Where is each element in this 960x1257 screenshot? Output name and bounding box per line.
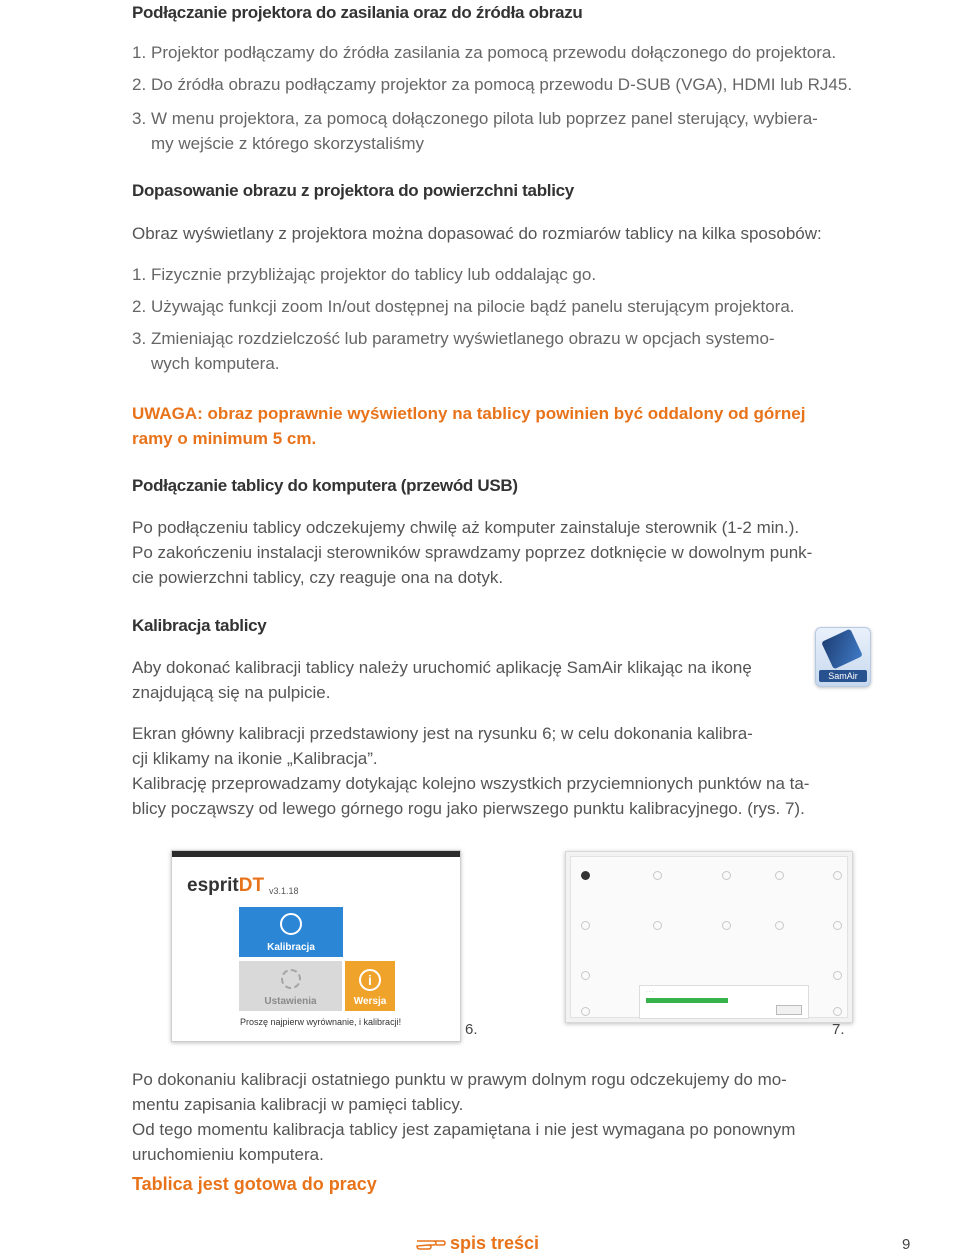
calibration-point xyxy=(653,921,662,930)
calibration-paragraph-1: Aby dokonać kalibracji tablicy należy uruchomić aplikację SamAir klikając na ikonę znajdującą się na pulpicie. xyxy=(132,658,752,702)
page-number: 9 xyxy=(902,1236,911,1253)
version-text: v3.1.18 xyxy=(269,886,299,896)
dialog-text: · · · xyxy=(646,989,654,995)
list-item: 3. Zmieniając rozdzielczość lub parametry wyświetlanego obrazu w opcjach systemo- wych komputera. xyxy=(132,329,775,373)
section-title-image-fit: Dopasowanie obrazu z projektora do powierzchni tablicy xyxy=(132,181,574,200)
settings-tile[interactable]: Ustawienia xyxy=(239,961,342,1011)
calibration-paragraph-2: Ekran główny kalibracji przedstawiony jest na rysunku 6; w celu dokonania kalibra- cji klikamy na ikonie „Kalibracja”. Kalibrację przeprowadzamy dotykając kolejno wszystkich przyciemnionych punktów na ta- blicy począwszy od lewego górnego rogu jako pierwszego punktu kalibracyjnego. (rys. 7). xyxy=(132,724,810,818)
dialog-button[interactable] xyxy=(776,1005,802,1015)
toc-link[interactable]: spis treści xyxy=(416,1233,539,1254)
figure-calibration-points xyxy=(565,851,853,1023)
section-title-usb: Podłączanie tablicy do komputera (przewód USB) xyxy=(132,476,518,495)
list-item: 1. Fizycznie przybliżając projektor do tablicy lub oddalając go. xyxy=(132,265,597,284)
calibration-point xyxy=(775,921,784,930)
calibration-area xyxy=(570,856,848,1018)
calibration-point xyxy=(775,871,784,880)
calibration-point xyxy=(833,871,842,880)
calibration-tile[interactable]: Kalibracja xyxy=(239,907,343,957)
calibration-point xyxy=(581,921,590,930)
figure-7-label: 7. xyxy=(832,1021,845,1038)
list-item: 2. Do źródła obrazu podłączamy projektor za pomocą przewodu D-SUB (VGA), HDMI lub RJ45. xyxy=(132,75,853,94)
pointing-hand-icon xyxy=(416,1236,446,1250)
list-item: 1. Projektor podłączamy do źródła zasilania za pomocą przewodu dołączonego do projektora. xyxy=(132,43,837,62)
instruction-message: Proszę najpierw wyrównanie, i kalibracji! xyxy=(240,1017,402,1027)
calibration-point xyxy=(581,1007,590,1016)
figure-calibration-main-screen xyxy=(171,850,461,1042)
usb-paragraph: Po podłączeniu tablicy odczekujemy chwilę aż komputer zainstaluje sterownik (1-2 min.). Po zakończeniu instalacji sterowników sprawdzamy poprzez dotknięcie w dowolnym punk- cie powierzchni tablicy, czy reaguje ona na dotyk. xyxy=(132,518,813,587)
samair-glyph-icon xyxy=(821,629,863,670)
section-title-projector-power: Podłączanie projektora do zasilania oraz do źródła obrazu xyxy=(132,3,583,22)
samair-icon-label: SamAir xyxy=(819,670,867,682)
calibration-point xyxy=(833,921,842,930)
calibration-point xyxy=(722,921,731,930)
calibration-point xyxy=(833,1007,842,1016)
window-titlebar xyxy=(172,851,460,857)
final-paragraph: Po dokonaniu kalibracji ostatniego punktu w prawym dolnym rogu odczekujemy do mo- mentu zapisania kalibracji w pamięci tablicy. Od tego momentu kalibracja tablicy jest zapamiętana i nie jest wymagana po ponownym uruchomieniu komputera. xyxy=(132,1070,796,1164)
samair-app-icon[interactable] xyxy=(815,627,871,687)
target-icon xyxy=(280,913,302,935)
list-item: 2. Używając funkcji zoom In/out dostępnej na pilocie bądź panelu sterującym projektora. xyxy=(132,297,795,316)
gear-icon xyxy=(281,969,301,989)
info-icon: i xyxy=(359,969,381,991)
list-item: 3. W menu projektora, za pomocą dołączonego pilota lub poprzez panel sterujący, wybiera- my wejście z którego skorzystaliśmy xyxy=(132,109,818,153)
calibration-point xyxy=(833,971,842,980)
section-intro: Obraz wyświetlany z projektora można dopasować do rozmiarów tablicy na kilka sposobów: xyxy=(132,224,822,243)
version-tile[interactable]: i Wersja xyxy=(345,961,395,1011)
calibration-point-active[interactable] xyxy=(581,871,590,880)
esprit-dt-logo: espritDT xyxy=(187,875,265,896)
calibration-point xyxy=(722,871,731,880)
progress-bar xyxy=(646,998,728,1003)
figure-6-label: 6. xyxy=(465,1021,478,1038)
calibration-progress-dialog xyxy=(639,985,809,1019)
section-title-calibration: Kalibracja tablicy xyxy=(132,616,267,635)
warning-note: UWAGA: obraz poprawnie wyświetlony na tablicy powinien być oddalony od górnej ramy o minimum 5 cm. xyxy=(132,404,806,448)
calibration-point xyxy=(581,971,590,980)
calibration-point xyxy=(653,871,662,880)
ready-message: Tablica jest gotowa do pracy xyxy=(132,1174,377,1194)
